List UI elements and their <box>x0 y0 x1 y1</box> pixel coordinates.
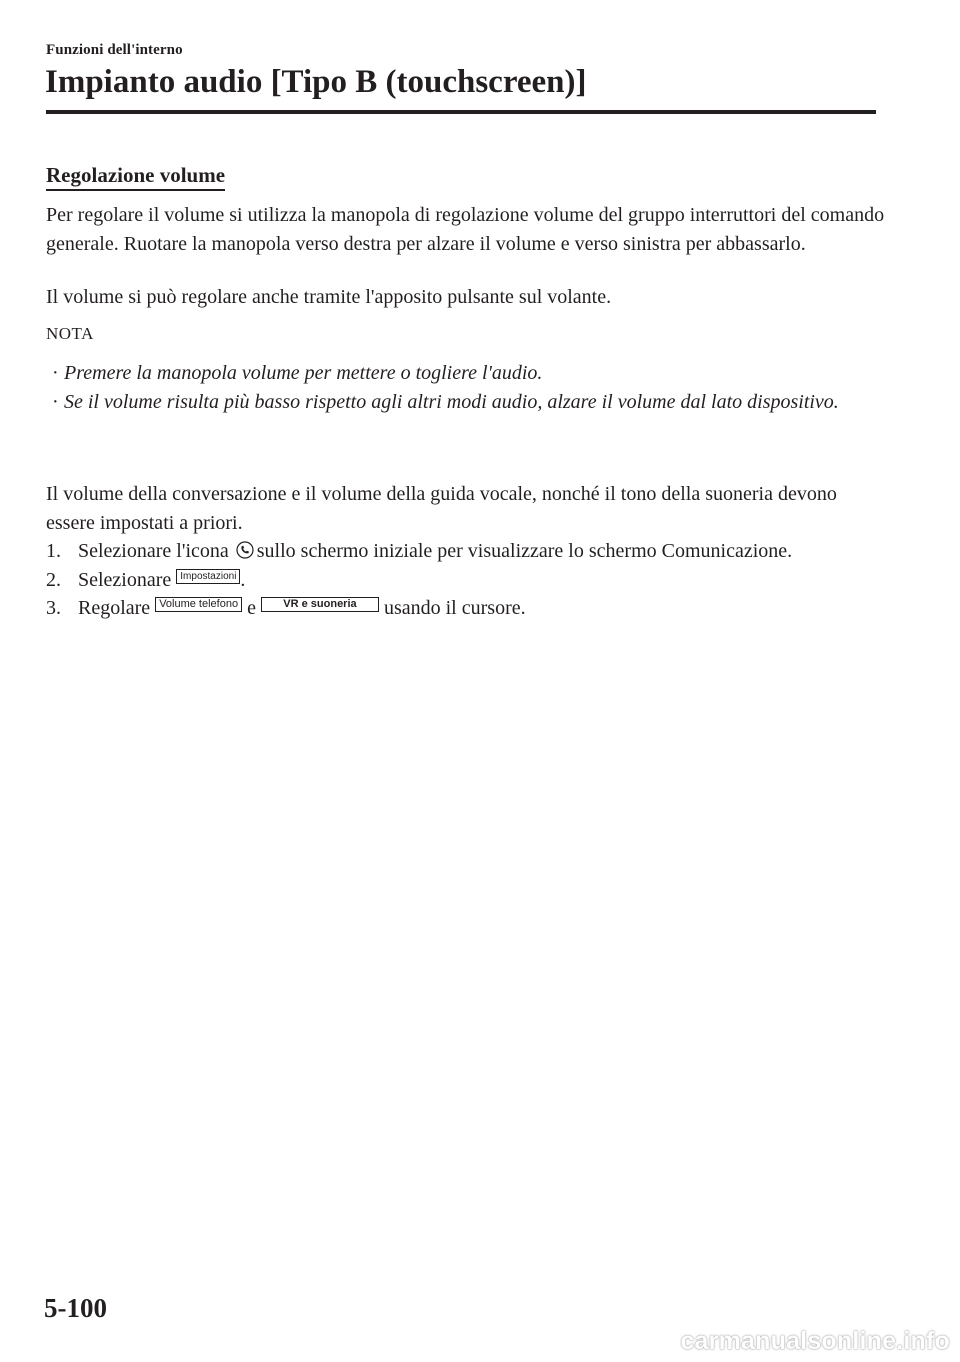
step-number: 2. <box>46 568 61 591</box>
step-list <box>46 537 906 623</box>
note-text: Premere la manopola volume per mettere o togliere l'audio. <box>64 362 543 384</box>
step-number: 1. <box>46 540 61 562</box>
title-divider <box>46 110 876 114</box>
vr-ringtone-button-label: VR e suoneria <box>261 597 379 612</box>
step-text: Regolare <box>78 597 151 619</box>
step-text: sullo schermo iniziale per visualizzare lo schermo Comunicazione. <box>256 540 793 562</box>
step-text: Selezionare <box>78 568 172 591</box>
note-item <box>46 359 886 388</box>
note-list <box>46 359 886 416</box>
note-item <box>46 388 886 417</box>
step-number: 3. <box>46 597 61 619</box>
volume-paragraph: Per regolare il volume si utilizza la manopola di regolazione volume del gruppo interruttori del comando generale. Ruotare la manopola verso destra per alzare il volume e verso sinistra per abbassarlo. <box>46 204 885 255</box>
bullet-icon: · <box>52 390 59 413</box>
page-number: 5-100 <box>44 1293 107 1323</box>
step-text: . <box>240 568 246 591</box>
page-title: Impianto audio [Tipo B (touchscreen)] <box>45 64 587 100</box>
note-text: Se il volume risulta più basso rispetto agli altri modi audio, alzare il volume dal lato dispositivo. <box>64 390 839 413</box>
phone-icon <box>236 541 254 559</box>
phone-volume-button-label: Volume telefono <box>155 597 242 612</box>
step-text: Selezionare l'icona <box>78 540 229 562</box>
step-item-3 <box>46 594 906 623</box>
preset-paragraph: Il volume della conversazione e il volume della guida vocale, nonché il tono della suoneria devono essere impostati a priori. <box>46 483 837 534</box>
section-heading: Regolazione volume <box>46 161 225 191</box>
chapter-label: Funzioni dell'interno <box>46 42 183 58</box>
steering-wheel-paragraph: Il volume si può regolare anche tramite l'apposito pulsante sul volante. <box>46 286 612 308</box>
bullet-icon: · <box>52 362 59 384</box>
step-item-2 <box>46 566 906 595</box>
step-text: e <box>247 597 256 619</box>
watermark: carmanualsonline.info <box>680 1327 950 1355</box>
settings-button-label: Impostazioni <box>176 569 240 584</box>
step-item-1 <box>46 537 906 566</box>
step-text: usando il cursore. <box>383 597 526 619</box>
note-label: NOTA <box>46 324 94 343</box>
